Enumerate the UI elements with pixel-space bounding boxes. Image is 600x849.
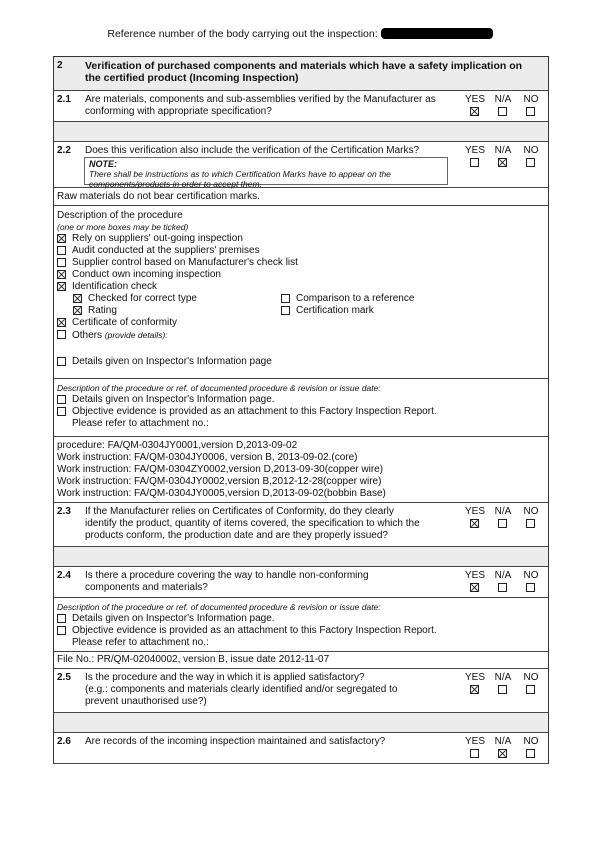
doc-reference-row [54,598,548,652]
na-checkbox[interactable] [498,583,507,592]
procedure-option[interactable]: Rely on suppliers' out-going inspection [57,233,243,245]
question-text-line: prevent unauthorised use?) [85,696,207,707]
procedure-option[interactable]: Audit conducted at the suppliers' premises [57,245,260,257]
no-label: NO [523,736,539,747]
no-label: NO [523,570,539,581]
doc-reference-hint: Description of the procedure or ref. of documented procedure & revision or issue date: [57,383,381,393]
yes-checkbox[interactable] [470,158,479,167]
procedure-hint: (one or more boxes may be ticked) [57,222,189,232]
identification-suboption[interactable]: Rating [73,305,117,317]
spacer-row [54,547,548,567]
no-label: NO [523,94,539,105]
note-title: NOTE [89,159,115,169]
question-text: Are materials, components and sub-assemblies verified by the Manufacturer as conforming with appropriate specification? [85,94,436,117]
yes-checkbox[interactable] [470,519,479,528]
note-text: There shall be instructions as to which Certification Marks have to appear on the components/products in order to accept them. [89,169,391,189]
attachment-label: Please refer to attachment no.: [72,637,209,648]
raw-note-text: Raw materials do not bear certification marks. [57,191,260,202]
na-checkbox[interactable] [498,519,507,528]
inspector-info-option[interactable]: Details given on Inspector's Information page [57,356,272,368]
procedure-option[interactable]: Supplier control based on Manufacturer's check list [57,257,298,269]
na-checkbox[interactable] [498,158,507,167]
yes-checkbox[interactable] [470,583,479,592]
doc-reference-hint: Description of the procedure or ref. of documented procedure & revision or issue date: [57,602,381,612]
procedure-option[interactable]: Conduct own incoming inspection [57,269,221,281]
question-row-2-6 [54,733,548,764]
identification-suboption[interactable]: Checked for correct type [73,293,197,305]
yes-na-no-group [463,145,543,171]
no-label: NO [523,506,539,517]
attachment-label: Please refer to attachment no.: [72,418,209,429]
instruction-line: Work instruction: FA/QM-0304JY0002,version B,2012-12-28(copper wire) [57,476,382,487]
no-label: NO [523,145,539,156]
section-number: 2 [57,60,63,71]
na-checkbox[interactable] [498,107,507,116]
doc-option[interactable]: Objective evidence is provided as an attachment to this Factory Inspection Report. [57,625,437,637]
raw-note-row [54,188,548,206]
note-box: NOTE: There shall be instructions as to which Certification Marks have to appear on the components/products in order to accept them. [84,157,448,185]
others-option[interactable]: Others (provide details): [57,329,168,342]
instruction-line: Work instruction: FA/QM-0304ZY0002,version D,2013-09-30(copper wire) [57,464,384,475]
question-row-2-3 [54,503,548,547]
question-text-line: identify the product, quantity of items covered, the specification to which the [85,518,420,529]
question-number: 2.6 [57,736,71,747]
no-checkbox[interactable] [526,583,535,592]
spacer-row [54,713,548,733]
question-number: 2.2 [57,145,71,156]
question-row-2-2 [54,142,548,188]
doc-option[interactable]: Objective evidence is provided as an attachment to this Factory Inspection Report. [57,406,437,418]
yes-na-no-group [463,570,543,596]
na-label: N/A [494,672,512,683]
question-text-line: products conform, the production date and are they properly issued? [85,530,388,541]
identification-suboption[interactable]: Comparison to a reference [281,293,414,305]
question-text-line: If the Manufacturer relies on Certificates of Conformity, do they clearly [85,506,394,517]
na-label: N/A [494,506,512,517]
yes-label: YES [464,94,485,105]
instruction-line: Work instruction: FA/QM-0304JY0006, version B, 2013-09-02.(core) [57,452,358,463]
reference-label: Reference number of the body carrying out the inspection: [107,28,378,40]
question-number: 2.5 [57,672,71,683]
doc-option[interactable]: Details given on Inspector's Information page. [57,394,275,406]
section-header [54,57,548,91]
question-row-2-4 [54,567,548,598]
file-number-text: File No.: PR/QM-02040002, version B, issue date 2012-11-07 [57,654,330,665]
question-row-2-1 [54,91,548,122]
yes-label: YES [464,145,485,156]
instructions-row [54,437,548,503]
doc-reference-row [54,379,548,437]
spacer-row [54,122,548,142]
procedure-option[interactable]: Identification check [57,281,157,293]
procedure-row [54,206,548,379]
yes-label: YES [464,570,485,581]
no-checkbox[interactable] [526,685,535,694]
no-label: NO [523,672,539,683]
section-title: Verification of purchased components and materials which have a safety implication on the certified product (Incoming Inspection) [85,60,523,84]
question-text: Are records of the incoming inspection maintained and satisfactory? [85,736,386,747]
question-row-2-5 [54,669,548,713]
question-number: 2.4 [57,570,71,581]
no-checkbox[interactable] [526,749,535,758]
question-text-line: Is the procedure and the way in which it is applied satisfactory? [85,672,365,683]
yes-label: YES [464,672,485,683]
na-label: N/A [494,570,512,581]
no-checkbox[interactable] [526,107,535,116]
yes-na-no-group [463,736,543,762]
yes-checkbox[interactable] [470,749,479,758]
instruction-line: Work instruction: FA/QM-0304JY0005,version D,2013-09-02(bobbin Base) [57,488,386,499]
yes-na-no-group [463,672,543,698]
yes-na-no-group [463,506,543,532]
question-number: 2.1 [57,94,71,105]
na-checkbox[interactable] [498,749,507,758]
inspection-form [53,56,549,764]
question-text: Does this verification also include the verification of the Certification Marks? [85,145,420,156]
na-checkbox[interactable] [498,685,507,694]
redacted-reference-number [381,28,493,39]
identification-suboption[interactable]: Certification mark [281,305,374,317]
file-number-row [54,652,548,669]
no-checkbox[interactable] [526,158,535,167]
certificate-option[interactable]: Certificate of conformity [57,317,177,329]
no-checkbox[interactable] [526,519,535,528]
procedure-title: Description of the procedure [57,210,183,221]
yes-na-no-group [463,94,543,120]
instruction-line: procedure: FA/QM-0304JY0001,version D,2013-09-02 [57,440,298,451]
reference-line [0,28,600,40]
question-text-line: components and materials? [85,582,208,593]
question-number: 2.3 [57,506,71,517]
question-text-line: Is there a procedure covering the way to handle non-conforming [85,570,369,581]
question-text-line: (e.g.: components and materials clearly identified and/or segregated to [85,684,398,695]
yes-checkbox[interactable] [470,107,479,116]
na-label: N/A [494,94,512,105]
doc-option[interactable]: Details given on Inspector's Information page. [57,613,275,625]
yes-label: YES [464,736,485,747]
yes-label: YES [464,506,485,517]
na-label: N/A [494,145,512,156]
yes-checkbox[interactable] [470,685,479,694]
na-label: N/A [494,736,512,747]
